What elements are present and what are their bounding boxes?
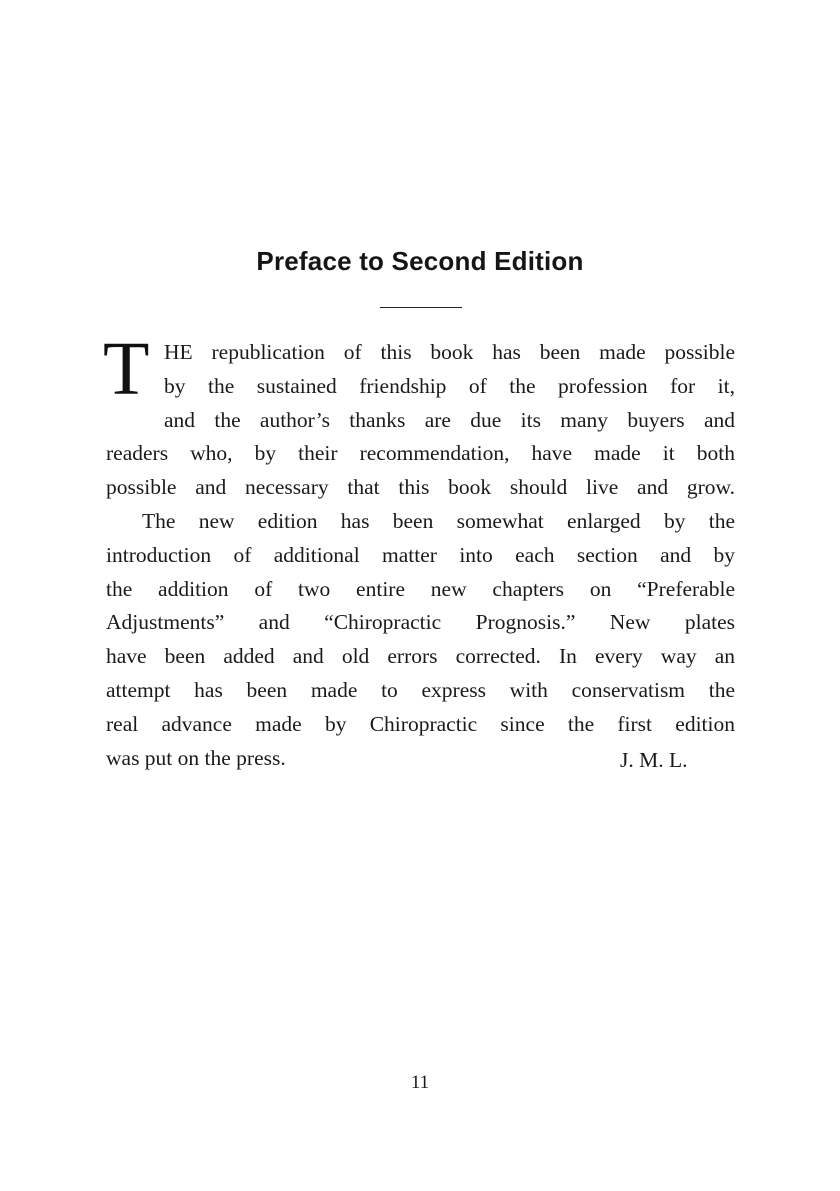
text-line: HE republication of this book has been made possible (164, 340, 735, 364)
text-line: The new edition has been somewhat enlarged by the (142, 508, 735, 533)
text-line: and the author’s thanks are due its many buyers and (164, 407, 735, 432)
text-line: introduction of additional matter into each section and by (106, 542, 735, 567)
text-line: readers who, by their recommendation, have made it both (106, 441, 735, 466)
drop-cap-letter: T (103, 327, 150, 411)
text-line: the addition of two entire new chapters on “Preferable (106, 576, 735, 601)
text-line: possible and necessary that this book should live and grow. (106, 475, 735, 500)
text-line: have been added and old errors corrected. In every way an (106, 644, 735, 669)
page-number: 11 (410, 1072, 430, 1093)
preface-body (106, 336, 735, 775)
text-line: Adjustments” and “Chiropractic Prognosis.” New plates (106, 610, 735, 635)
author-initials: J. M. L. (620, 748, 688, 772)
title-divider (380, 307, 462, 308)
text-line: real advance made by Chiropractic since the first edition (106, 711, 735, 736)
text-line: by the sustained friendship of the profession for it, (164, 373, 735, 398)
text-line: was put on the press. (106, 745, 286, 770)
page-title: Preface to Second Edition (256, 246, 584, 276)
text-line: attempt has been made to express with conservatism the (106, 677, 735, 702)
